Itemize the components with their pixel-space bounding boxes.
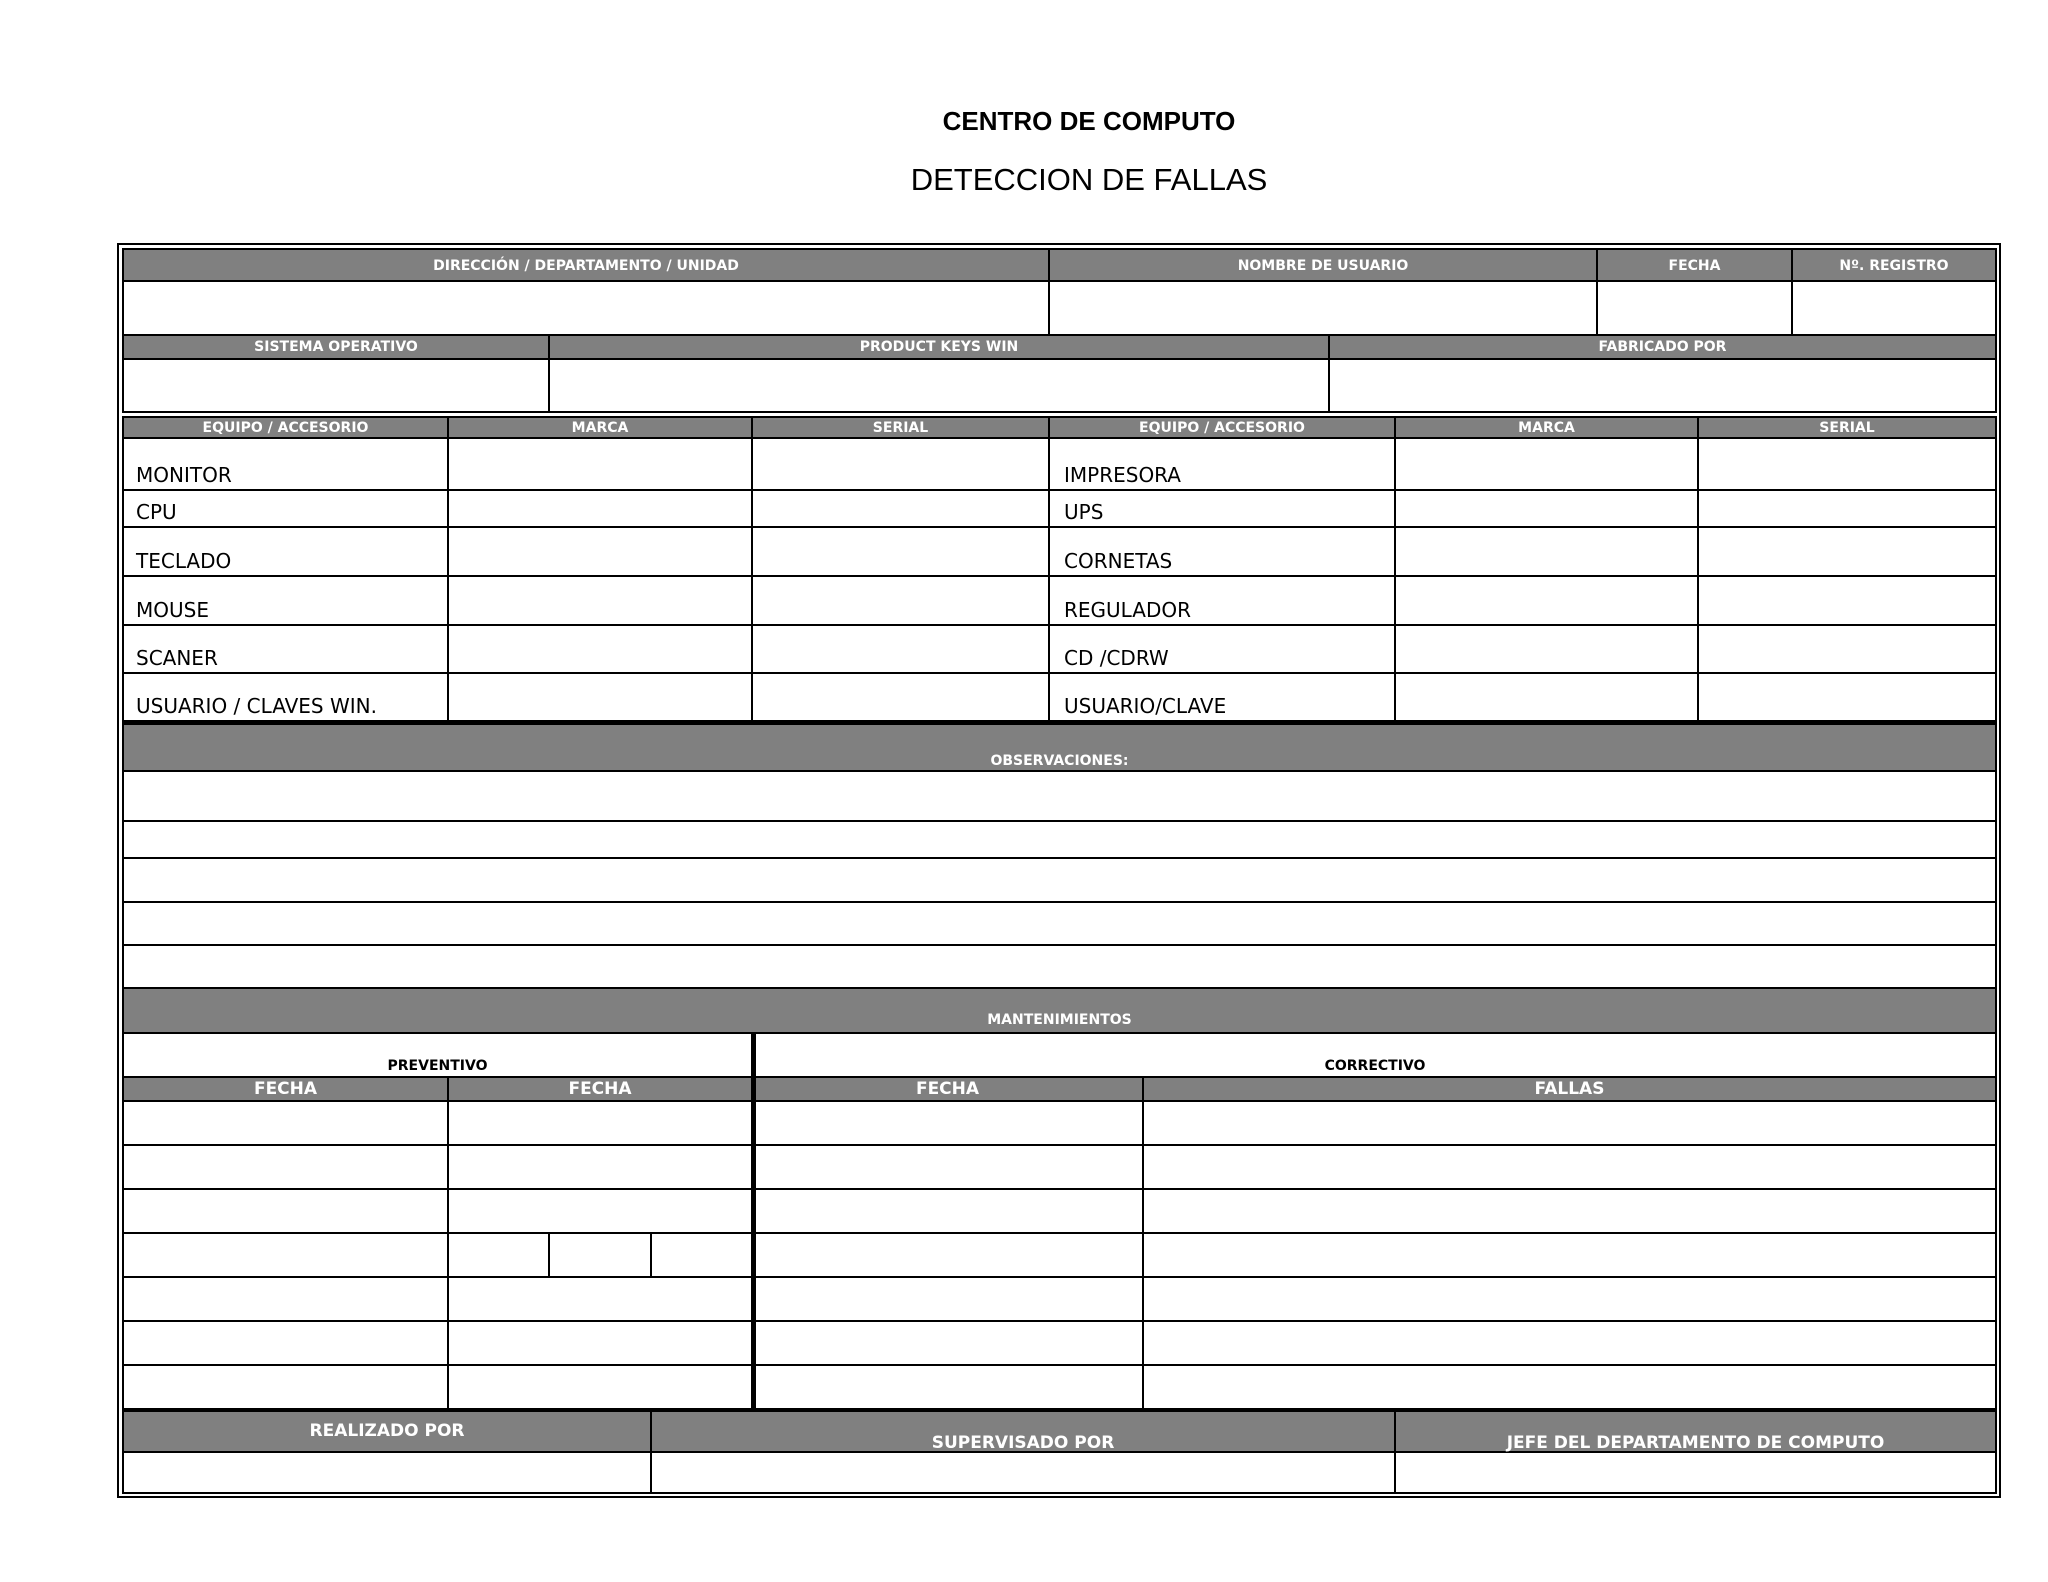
preventivo-fecha-1-cell[interactable] xyxy=(122,1278,449,1322)
header-direccion: DIRECCIÓN / DEPARTAMENTO / UNIDAD xyxy=(122,248,1050,282)
marca-left-cell[interactable] xyxy=(449,439,753,491)
correctivo-fallas-cell[interactable] xyxy=(1144,1190,1997,1234)
header-serial-right: SERIAL xyxy=(1699,416,1997,439)
preventivo-fecha-1-cell[interactable] xyxy=(122,1190,449,1234)
serial-left-cell[interactable] xyxy=(753,491,1050,528)
preventivo-fecha-2-subcell[interactable] xyxy=(652,1234,753,1278)
header-preventivo-fecha-2: FECHA xyxy=(449,1078,753,1102)
serial-left-cell[interactable] xyxy=(753,577,1050,626)
preventivo-correctivo-divider xyxy=(752,1034,756,1412)
correctivo-fallas-cell[interactable] xyxy=(1144,1102,1997,1146)
form-subtitle: DETECCION DE FALLAS xyxy=(910,162,1268,197)
field-supervisado-por[interactable] xyxy=(652,1453,1396,1494)
header-marca-right: MARCA xyxy=(1396,416,1699,439)
marca-left-cell[interactable] xyxy=(449,626,753,674)
marca-right-cell[interactable] xyxy=(1396,439,1699,491)
serial-right-cell[interactable] xyxy=(1699,491,1997,528)
marca-left-cell[interactable] xyxy=(449,491,753,528)
observaciones-line[interactable] xyxy=(122,822,1997,859)
correctivo-label: CORRECTIVO xyxy=(1324,1058,1426,1074)
field-jefe-departamento[interactable] xyxy=(1396,1453,1997,1494)
preventivo-fecha-1-cell[interactable] xyxy=(122,1102,449,1146)
preventivo-fecha-1-cell[interactable] xyxy=(122,1322,449,1366)
marca-left-cell[interactable] xyxy=(449,674,753,722)
equipment-left-label: CPU xyxy=(136,500,177,524)
observaciones-line[interactable] xyxy=(122,946,1997,989)
header-sistema-operativo: SISTEMA OPERATIVO xyxy=(122,336,550,360)
correctivo-fecha-cell[interactable] xyxy=(753,1322,1144,1366)
header-equipo-right: EQUIPO / ACCESORIO xyxy=(1050,416,1396,439)
field-registro[interactable] xyxy=(1793,282,1997,336)
marca-right-cell[interactable] xyxy=(1396,491,1699,528)
field-product-keys[interactable] xyxy=(550,360,1330,413)
marca-left-cell[interactable] xyxy=(449,577,753,626)
serial-left-cell[interactable] xyxy=(753,528,1050,577)
observaciones-line[interactable] xyxy=(122,772,1997,822)
header-supervisado-por: SUPERVISADO POR xyxy=(652,1410,1396,1453)
correctivo-fecha-cell[interactable] xyxy=(753,1146,1144,1190)
preventivo-fecha-2-cell[interactable] xyxy=(449,1366,753,1410)
equipment-left-label: SCANER xyxy=(136,646,218,670)
field-sistema-operativo[interactable] xyxy=(122,360,550,413)
preventivo-fecha-1-cell[interactable] xyxy=(122,1146,449,1190)
preventivo-fecha-2-subcell[interactable] xyxy=(449,1234,550,1278)
header-correctivo-fecha: FECHA xyxy=(753,1078,1144,1102)
serial-left-cell[interactable] xyxy=(753,626,1050,674)
serial-right-cell[interactable] xyxy=(1699,577,1997,626)
equipment-right-label: CD /CDRW xyxy=(1064,646,1169,670)
serial-left-cell[interactable] xyxy=(753,674,1050,722)
marca-right-cell[interactable] xyxy=(1396,577,1699,626)
correctivo-fallas-cell[interactable] xyxy=(1144,1366,1997,1410)
equipment-right-label: IMPRESORA xyxy=(1064,463,1181,487)
preventivo-fecha-2-cell[interactable] xyxy=(449,1146,753,1190)
field-nombre-usuario[interactable] xyxy=(1050,282,1598,336)
equipment-left-label: MONITOR xyxy=(136,463,232,487)
header-product-keys: PRODUCT KEYS WIN xyxy=(550,336,1330,360)
marca-left-cell[interactable] xyxy=(449,528,753,577)
header-observaciones: OBSERVACIONES: xyxy=(122,722,1997,772)
preventivo-fecha-1-cell[interactable] xyxy=(122,1234,449,1278)
equipment-right-label: REGULADOR xyxy=(1064,598,1191,622)
header-correctivo-fallas: FALLAS xyxy=(1144,1078,1997,1102)
field-realizado-por[interactable] xyxy=(122,1453,652,1494)
equipment-right-label: CORNETAS xyxy=(1064,549,1173,573)
serial-right-cell[interactable] xyxy=(1699,439,1997,491)
header-registro: Nº. REGISTRO xyxy=(1793,248,1997,282)
equipment-left-label: USUARIO / CLAVES WIN. xyxy=(136,694,377,718)
correctivo-fecha-cell[interactable] xyxy=(753,1234,1144,1278)
header-fabricado-por: FABRICADO POR xyxy=(1330,336,1997,360)
correctivo-fecha-cell[interactable] xyxy=(753,1102,1144,1146)
equipment-left-label: TECLADO xyxy=(136,549,232,573)
equipment-left-label: MOUSE xyxy=(136,598,209,622)
correctivo-fallas-cell[interactable] xyxy=(1144,1278,1997,1322)
correctivo-fallas-cell[interactable] xyxy=(1144,1146,1997,1190)
preventivo-fecha-2-cell[interactable] xyxy=(449,1190,753,1234)
serial-right-cell[interactable] xyxy=(1699,626,1997,674)
header-preventivo-fecha-1: FECHA xyxy=(122,1078,449,1102)
correctivo-fecha-cell[interactable] xyxy=(753,1190,1144,1234)
marca-right-cell[interactable] xyxy=(1396,626,1699,674)
preventivo-fecha-1-cell[interactable] xyxy=(122,1366,449,1410)
preventivo-fecha-2-cell[interactable] xyxy=(449,1322,753,1366)
header-realizado-por: REALIZADO POR xyxy=(122,1410,652,1453)
marca-right-cell[interactable] xyxy=(1396,674,1699,722)
header-marca-left: MARCA xyxy=(449,416,753,439)
equipment-right-label: UPS xyxy=(1064,500,1104,524)
header-equipo-left: EQUIPO / ACCESORIO xyxy=(122,416,449,439)
preventivo-label: PREVENTIVO xyxy=(387,1058,488,1074)
serial-right-cell[interactable] xyxy=(1699,528,1997,577)
observaciones-line[interactable] xyxy=(122,859,1997,903)
equipment-right-label: USUARIO/CLAVE xyxy=(1064,694,1227,718)
marca-right-cell[interactable] xyxy=(1396,528,1699,577)
form-title: CENTRO DE COMPUTO xyxy=(942,106,1236,136)
header-fecha: FECHA xyxy=(1598,248,1793,282)
serial-left-cell[interactable] xyxy=(753,439,1050,491)
preventivo-fecha-2-cell[interactable] xyxy=(449,1278,753,1322)
field-direccion[interactable] xyxy=(122,282,1050,336)
field-fabricado-por[interactable] xyxy=(1330,360,1997,413)
serial-right-cell[interactable] xyxy=(1699,674,1997,722)
correctivo-fallas-cell[interactable] xyxy=(1144,1322,1997,1366)
correctivo-fallas-cell[interactable] xyxy=(1144,1234,1997,1278)
field-fecha[interactable] xyxy=(1598,282,1793,336)
header-nombre-usuario: NOMBRE DE USUARIO xyxy=(1050,248,1598,282)
observaciones-line[interactable] xyxy=(122,903,1997,946)
preventivo-fecha-2-subcell[interactable] xyxy=(550,1234,652,1278)
header-jefe-departamento: JEFE DEL DEPARTAMENTO DE COMPUTO xyxy=(1396,1410,1997,1453)
preventivo-fecha-2-cell[interactable] xyxy=(449,1102,753,1146)
correctivo-fecha-cell[interactable] xyxy=(753,1278,1144,1322)
header-mantenimientos: MANTENIMIENTOS xyxy=(122,989,1997,1034)
header-serial-left: SERIAL xyxy=(753,416,1050,439)
correctivo-fecha-cell[interactable] xyxy=(753,1366,1144,1410)
